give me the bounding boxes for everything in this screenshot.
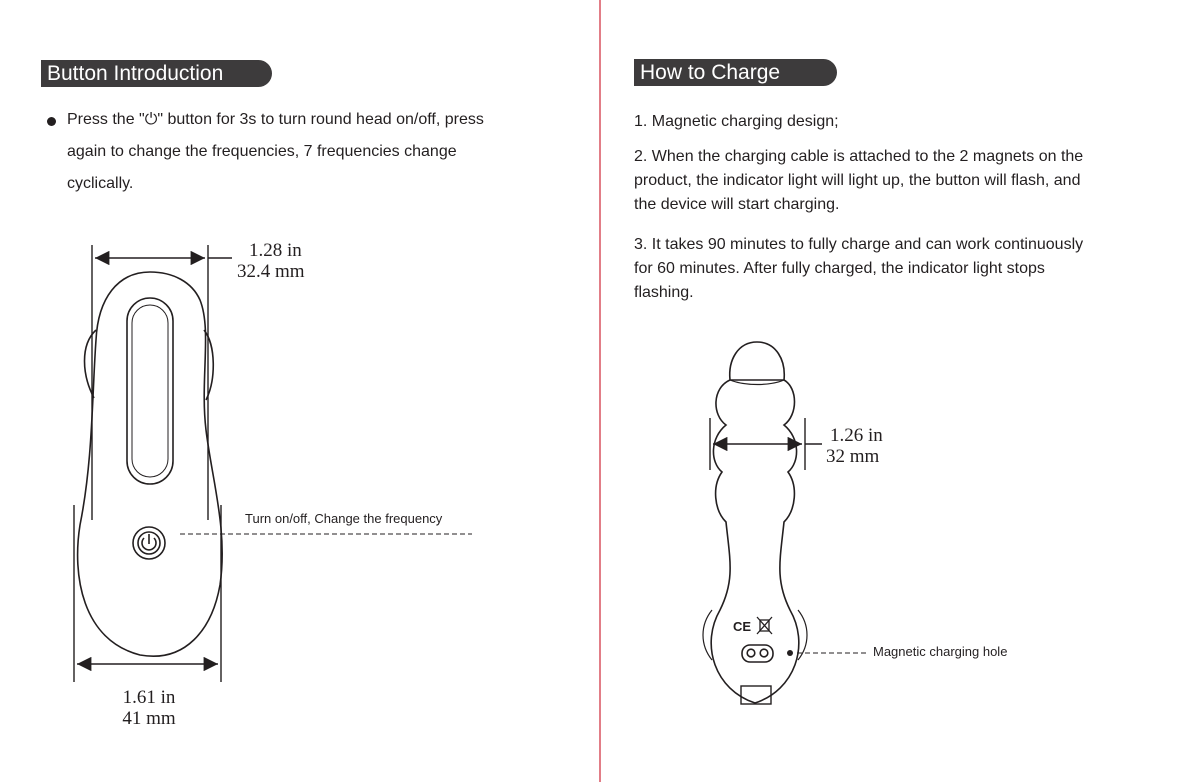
ce-mark: CE xyxy=(733,619,752,634)
button-callout-label: Turn on/off, Change the frequency xyxy=(245,511,443,526)
charge-step-line: the device will start charging. xyxy=(634,196,840,213)
top-dimension-label xyxy=(237,240,305,282)
right-product-diagram xyxy=(703,342,807,704)
top-dimension-inches: 1.28 in xyxy=(249,240,302,261)
charge-step-line: for 60 minutes. After fully charged, the indicator light stops xyxy=(634,260,1045,277)
section-heading-how-to-charge: How to Charge xyxy=(634,59,837,86)
charge-step-2 xyxy=(634,145,1194,217)
right-dimension-inches: 1.26 in xyxy=(830,425,883,446)
section-heading-button-introduction: Button Introduction xyxy=(41,60,272,87)
top-dimension-mm: 32.4 mm xyxy=(237,261,305,282)
power-button-icon xyxy=(133,527,165,559)
charge-step-line: flashing. xyxy=(634,284,694,301)
bottom-dimension-inches: 1.61 in xyxy=(122,687,176,708)
right-dimension-mm: 32 mm xyxy=(826,446,880,467)
bottom-dimension-label xyxy=(106,687,192,729)
weee-bin-icon xyxy=(757,617,772,634)
charge-step-line: 2. When the charging cable is attached to the 2 magnets on the xyxy=(634,148,1084,165)
left-product-diagram xyxy=(74,245,222,682)
charge-step-1 xyxy=(634,108,1194,135)
charge-step-line: 3. It takes 90 minutes to fully charge and can work continuously xyxy=(634,236,1084,253)
charging-indicator-dot xyxy=(787,650,793,656)
charge-step-line: product, the indicator light will light up, the button will flash, and xyxy=(634,172,1081,189)
bottom-dimension-mm: 41 mm xyxy=(122,708,176,729)
charge-step-3 xyxy=(634,233,1194,305)
button-description-line: cyclically. xyxy=(67,175,134,192)
right-dimension-label xyxy=(826,425,883,467)
charge-step-line: 1. Magnetic charging design; xyxy=(634,113,839,130)
charging-callout-label: Magnetic charging hole xyxy=(873,644,1008,659)
button-description-line: Press the "⏻" button for 3s to turn round head on/off, press xyxy=(67,111,484,128)
button-description-line: again to change the frequencies, 7 frequencies change xyxy=(67,143,457,160)
